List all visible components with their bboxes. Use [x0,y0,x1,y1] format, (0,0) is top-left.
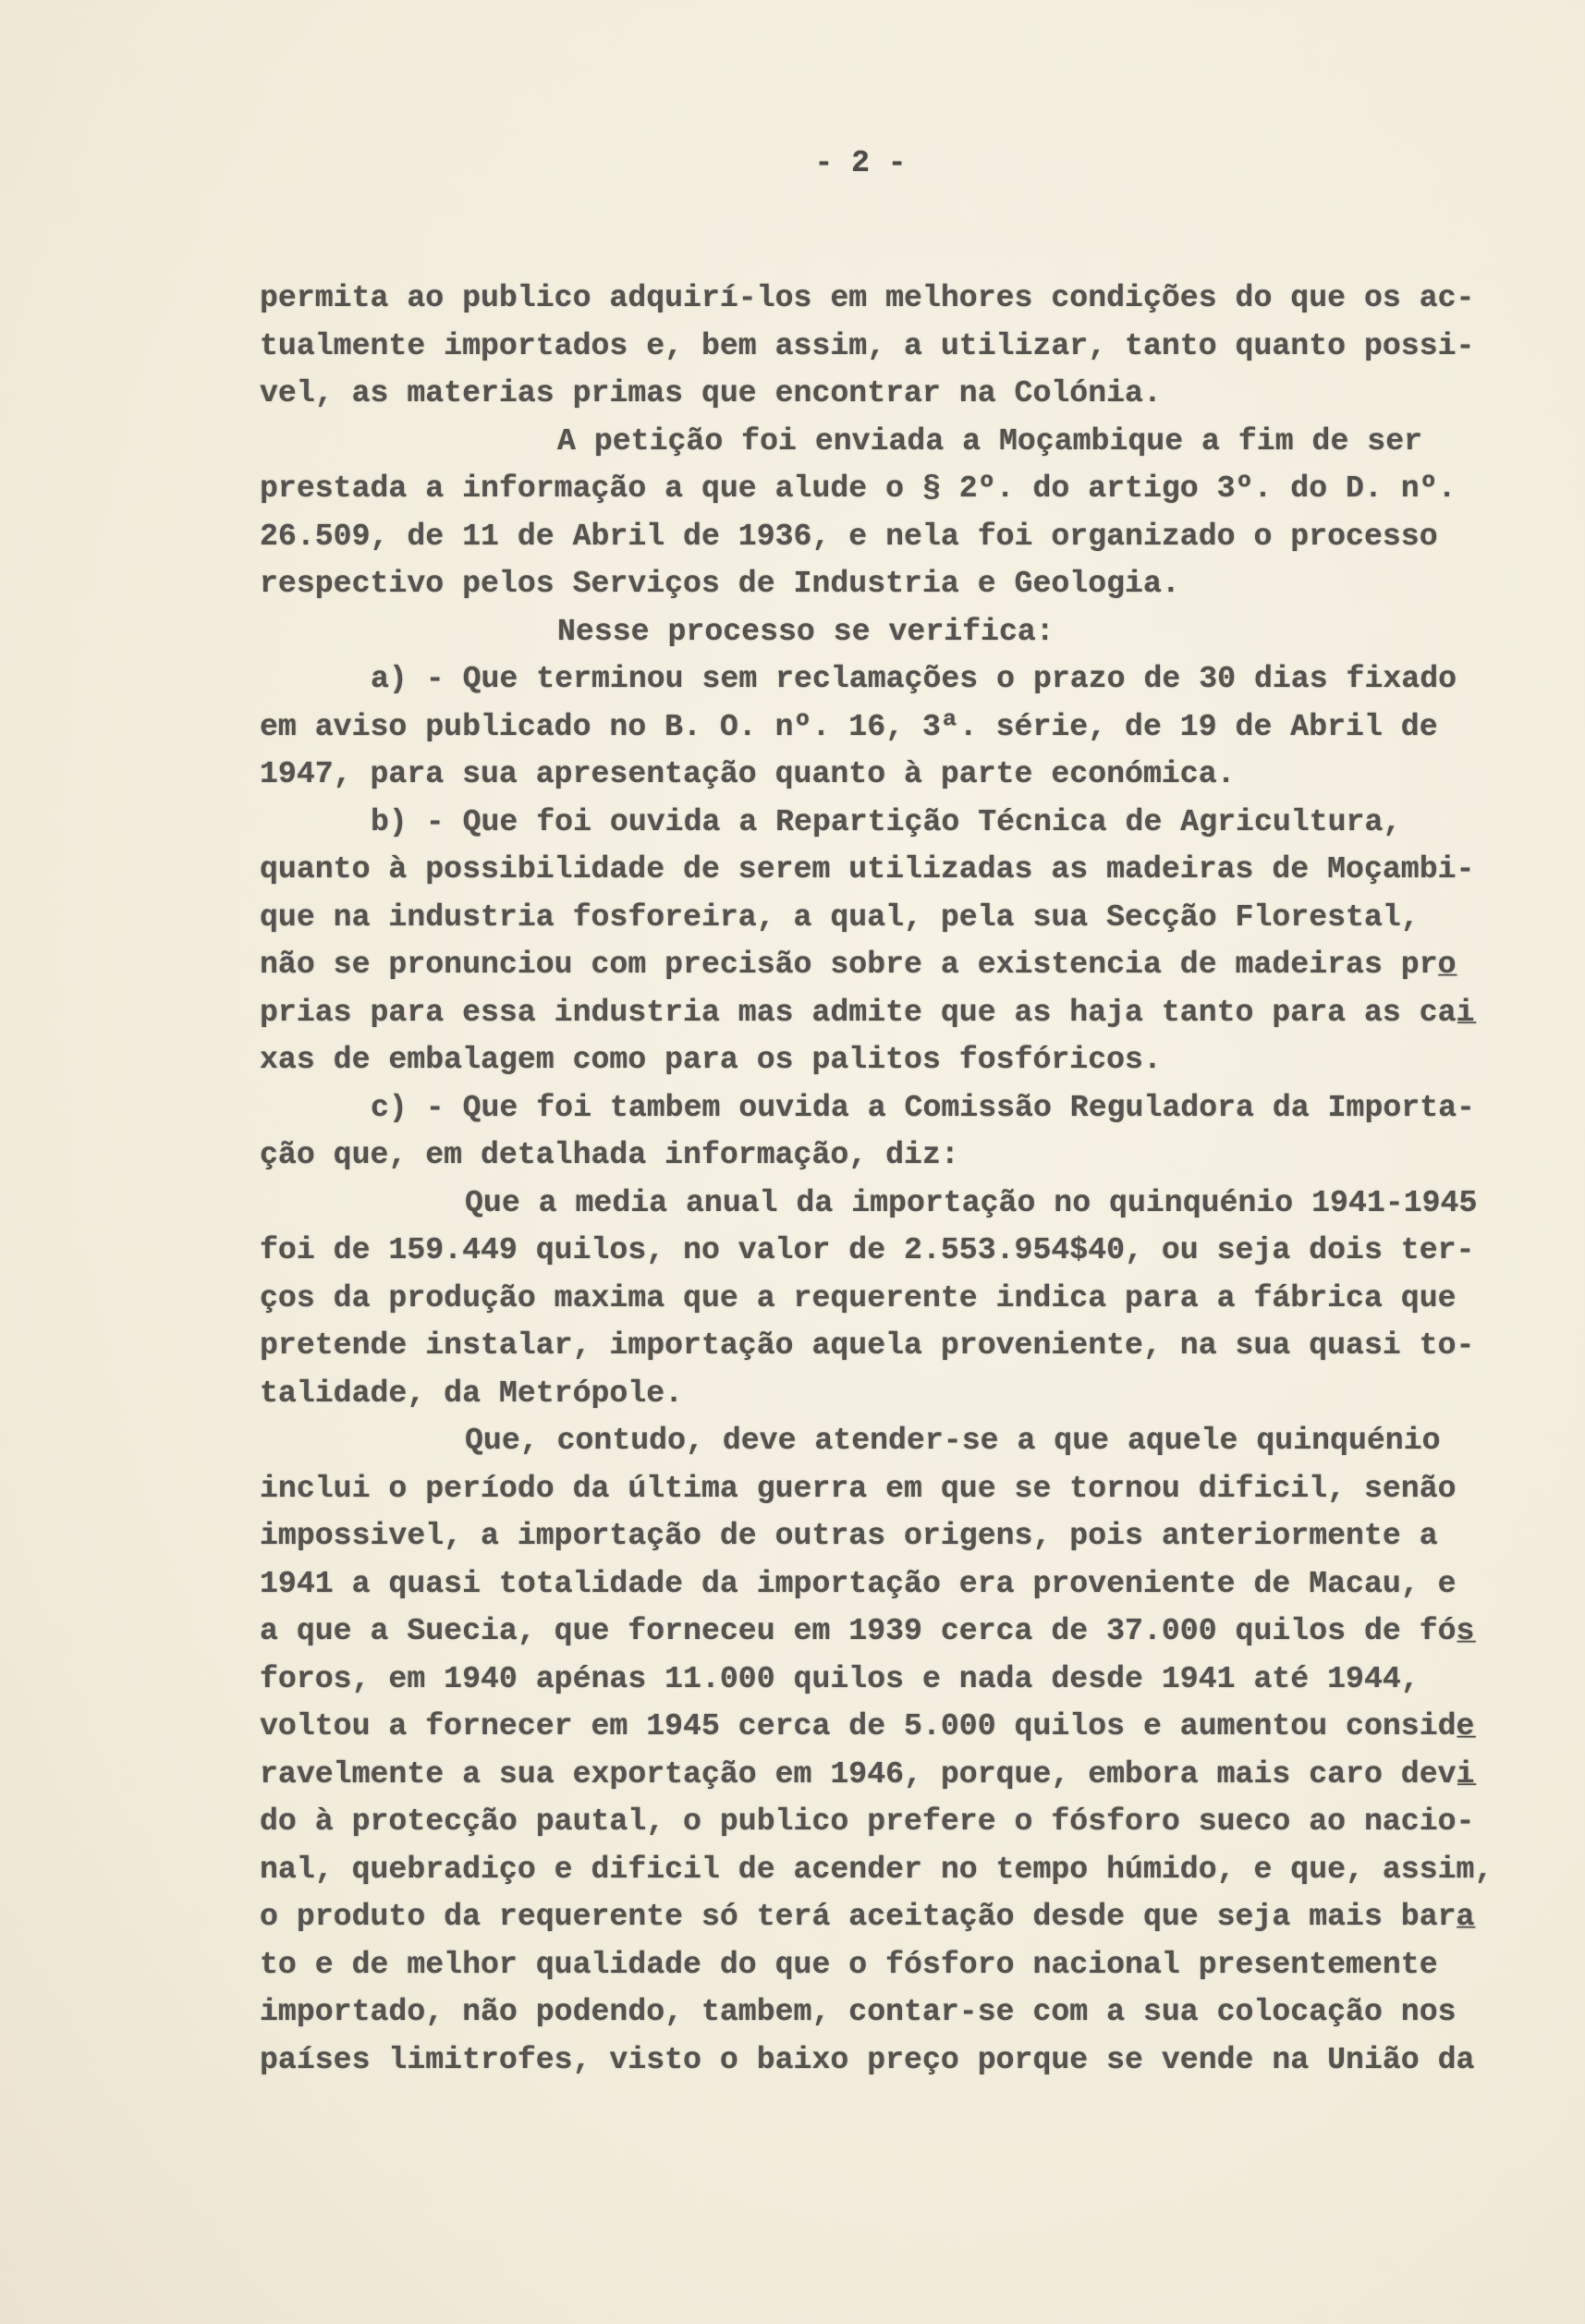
text-line: vel, as materias primas que encontrar na Colónia. [260,375,1162,410]
paragraph-start-line: Que a media anual da importação no quinquénio 1941-1945 [465,1184,1478,1220]
text-line: ços da produção maxima que a requerente indica para a fábrica que [260,1279,1457,1315]
list-item-a: a) - Que terminou sem reclamações o prazo de 30 dias fixado [371,661,1457,696]
text-line: 1941 a quasi totalidade da importação era proveniente de Macau, e [260,1565,1457,1601]
paragraph-start-line: Que, contudo, deve atender-se a que aquele quinquénio [465,1423,1441,1458]
text-line: países limitrofes, visto o baixo preço porque se vende na União da [260,2041,1475,2077]
list-item-c: c) - Que foi tambem ouvida a Comissão Reguladora da Importa- [371,1089,1475,1125]
document-body [260,275,1517,2084]
text-line: 26.509, de 11 de Abril de 1936, e nela foi organizado o processo [260,518,1438,554]
page-number: - 2 - [814,146,907,180]
paragraph-start-line: A petição foi enviada a Moçambique a fim de ser [557,422,1423,459]
text-line: quanto à possibilidade de serem utilizadas as madeiras de Moçambi- [260,851,1475,887]
text-line: importado, não podendo, tambem, contar-se com a sua colocação nos [260,1994,1457,2029]
text-line: talidade, da Metrópole. [260,1375,684,1411]
text-line: o produto da requerente só terá aceitação desde que seja mais bara̲ [260,1899,1475,1934]
text-line: xas de embalagem como para os palitos fosfóricos. [260,1042,1162,1077]
text-line: 1947, para sua apresentação quanto à parte económica. [260,756,1236,791]
text-line: foi de 159.449 quilos, no valor de 2.553.954$40, ou seja dois ter- [260,1232,1475,1267]
text-line: prias para essa industria mas admite que as haja tanto para as cai̲ [260,994,1475,1030]
text-line: voltou a fornecer em 1945 cerca de 5.000 quilos e aumentou conside̲ [260,1708,1475,1743]
text-line: inclui o período da última guerra em que se tornou dificil, senão [260,1470,1457,1506]
text-line: a que a Suecia, que forneceu em 1939 cerca de 37.000 quilos de fós̲ [260,1613,1475,1648]
text-line: impossivel, a importação de outras origens, pois anteriormente a [260,1518,1438,1553]
text-line: to e de melhor qualidade do que o fósforo nacional presentemente [260,1946,1438,1982]
text-line: pretende instalar, importação aquela proveniente, na sua quasi to- [260,1327,1475,1363]
text-line: foros, em 1940 apénas 11.000 quilos e nada desde 1941 até 1944, [260,1660,1420,1696]
text-line: respectivo pelos Serviços de Industria e Geologia. [260,566,1180,601]
text-line: ravelmente a sua exportação em 1946, porque, embora mais caro devi̲ [260,1755,1475,1792]
paragraph-start-line: Nesse processo se verifica: [557,613,1055,649]
text-line: do à protecção pautal, o publico prefere o fósforo sueco ao nacio- [260,1804,1475,1839]
text-line: que na industria fosforeira, a qual, pela sua Secção Florestal, [260,899,1420,935]
text-line: permita ao publico adquirí-los em melhores condições do que os ac- [260,280,1475,315]
text-line: nal, quebradiço e dificil de acender no tempo húmido, e que, assim, [260,1851,1494,1887]
text-line: não se pronunciou com precisão sobre a existencia de madeiras pro̲ [260,947,1457,982]
text-line: prestada a informação a que alude o § 2º. do artigo 3º. do D. nº. [260,471,1457,506]
text-line: ção que, em detalhada informação, diz: [260,1137,959,1172]
list-item-b: b) - Que foi ouvida a Repartição Técnica de Agricultura, [371,803,1402,839]
text-line: em aviso publicado no B. O. nº. 16, 3ª. série, de 19 de Abril de [260,708,1438,744]
text-line: tualmente importados e, bem assim, a utilizar, tanto quanto possi- [260,327,1475,363]
